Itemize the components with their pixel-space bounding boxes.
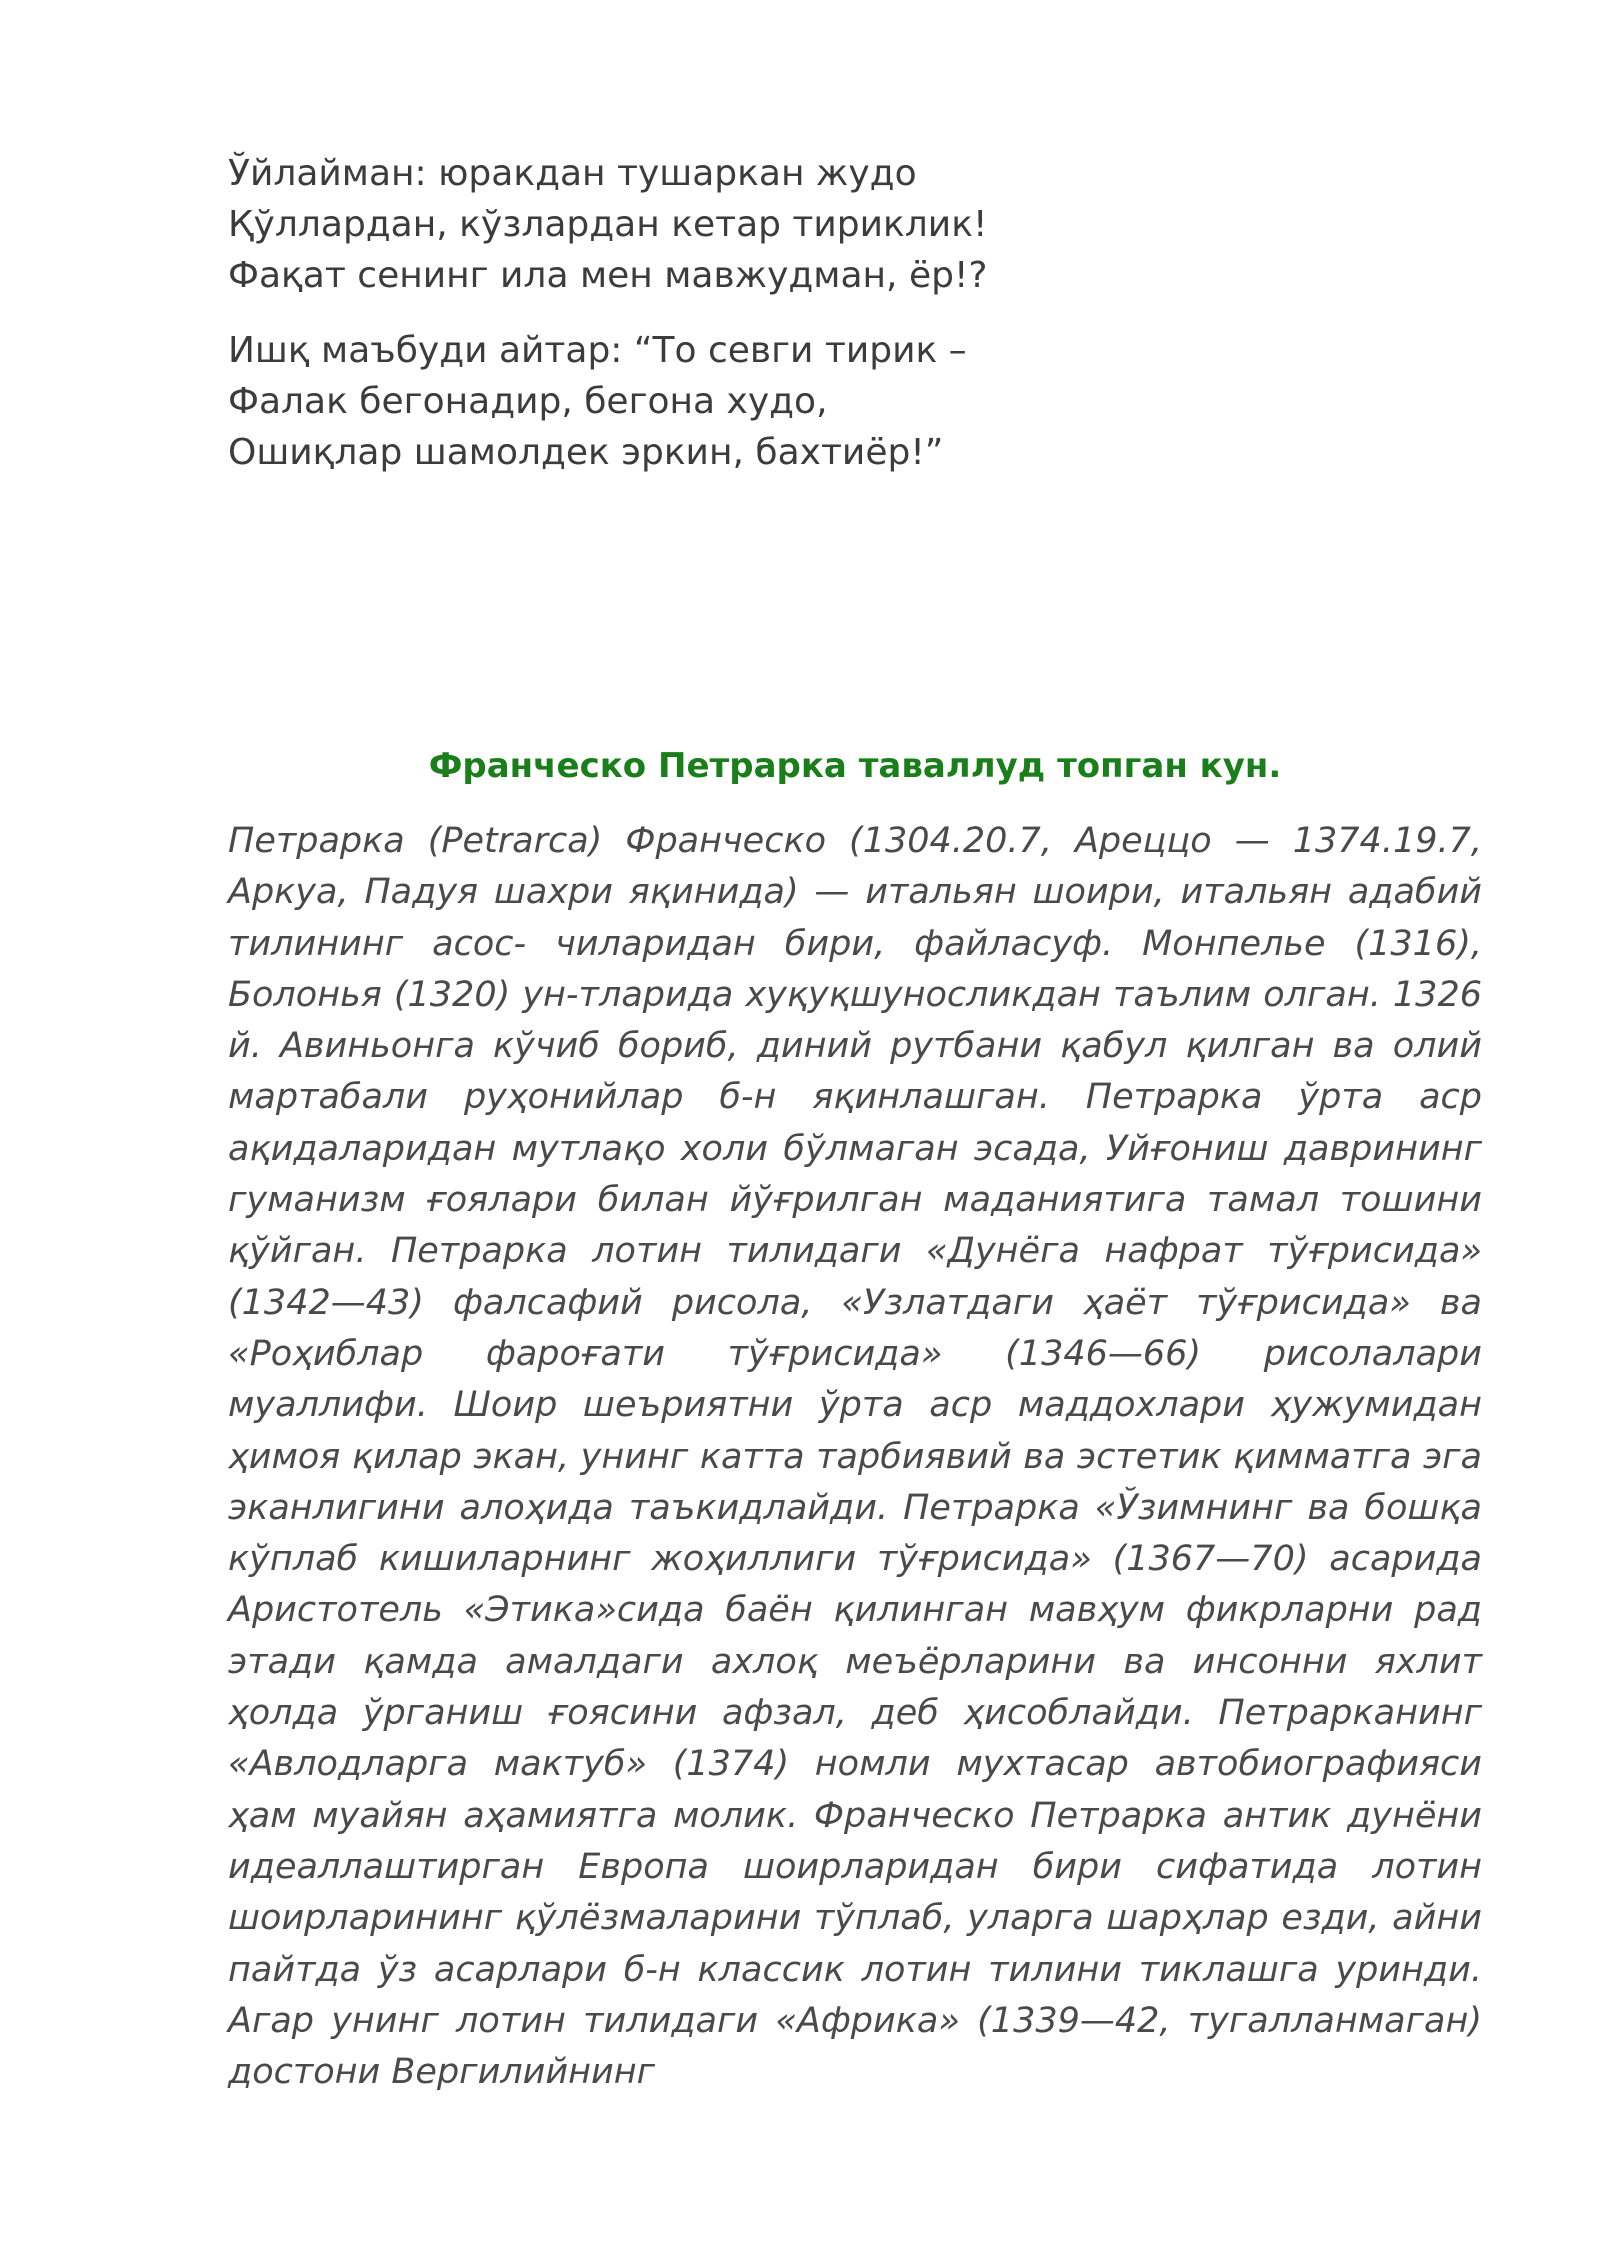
poem [228,148,1328,502]
poem-stanza-2 [228,325,1328,478]
article-body: Петрарка (Petrarca) Франческо (1304.20.7, Ареццо — 1374.19.7, Аркуа, Падуя шахри яқинида) — итальян шоири, итальян адабий тилининг асос- чиларидан бири, файласуф. Монпелье (1316), Болонья (1320) ун-тларида хуқуқшуносликдан таълим олган. 1326 й. Авиньонга кўчиб бориб, диний рутбани қабул қилган ва олий мартабали руҳонийлар б-н яқинлашган. Петрарка ўрта аср ақидаларидан мутлақо холи бўлмаган эсада, Уйғониш даврининг гуманизм ғоялари билан йўғрилган маданиятига тамал тошини қўйган. Петрарка лотин тилидаги «Дунёга нафрат тўғрисида» (1342—43) фалсафий рисола, «Узлатдаги ҳаёт тўғрисида» ва «Роҳиблар фароғати тўғрисида» (1346—66) рисолалари муаллифи. Шоир шеъриятни ўрта аср маддохлари ҳужумидан ҳимоя қилар экан, унинг катта тарбиявий ва эстетик қимматга эга эканлигини алоҳида таъкидлайди. Петрарка «Ўзимнинг ва бошқа кўплаб кишиларнинг жоҳиллиги тўғрисида» (1367—70) асарида Аристотель «Этика»сида баён қилинган мавҳум фикрларни рад этади қамда амалдаги ахлоқ меъёрларини ва инсонни яхлит ҳолда ўрганиш ғоясини афзал, деб ҳисоблайди. Петрарканинг «Авлодларга мактуб» (1374) номли мухтасар автобиографияси ҳам муайян аҳамиятга молик. Франческо Петрарка антик дунёни идеаллаштирган Европа шоирларидан бири сифатида лотин шоирларининг қўлёзмаларини тўплаб, уларга шарҳлар езди, айни пайтда ўз асарлари б-н классик лотин тилини тиклашга уринди. Агар унинг лотин тилидаги «Африка» (1339—42, тугалланмаган) достони Вергилийнинг [228,821,1482,2093]
poem-stanza-1 [228,148,1328,301]
poem-line: Фақат сенинг ила мен мавжудман, ёр!? [228,255,988,296]
poem-line: Ошиқлар шамолдек эркин, бахтиёр!” [228,432,944,473]
poem-line: Фалак бегонадир, бегона худо, [228,381,828,422]
article-heading: Франческо Петрарка таваллуд топган кун. [428,746,1282,786]
poem-line: Ўйлайман: юракдан тушаркан жудо [228,153,917,194]
poem-line: Қўллардан, кўзлардан кетар тириклик! [228,204,988,245]
poem-line: Ишқ маъбуди айтар: “То севги тирик – [228,330,967,371]
